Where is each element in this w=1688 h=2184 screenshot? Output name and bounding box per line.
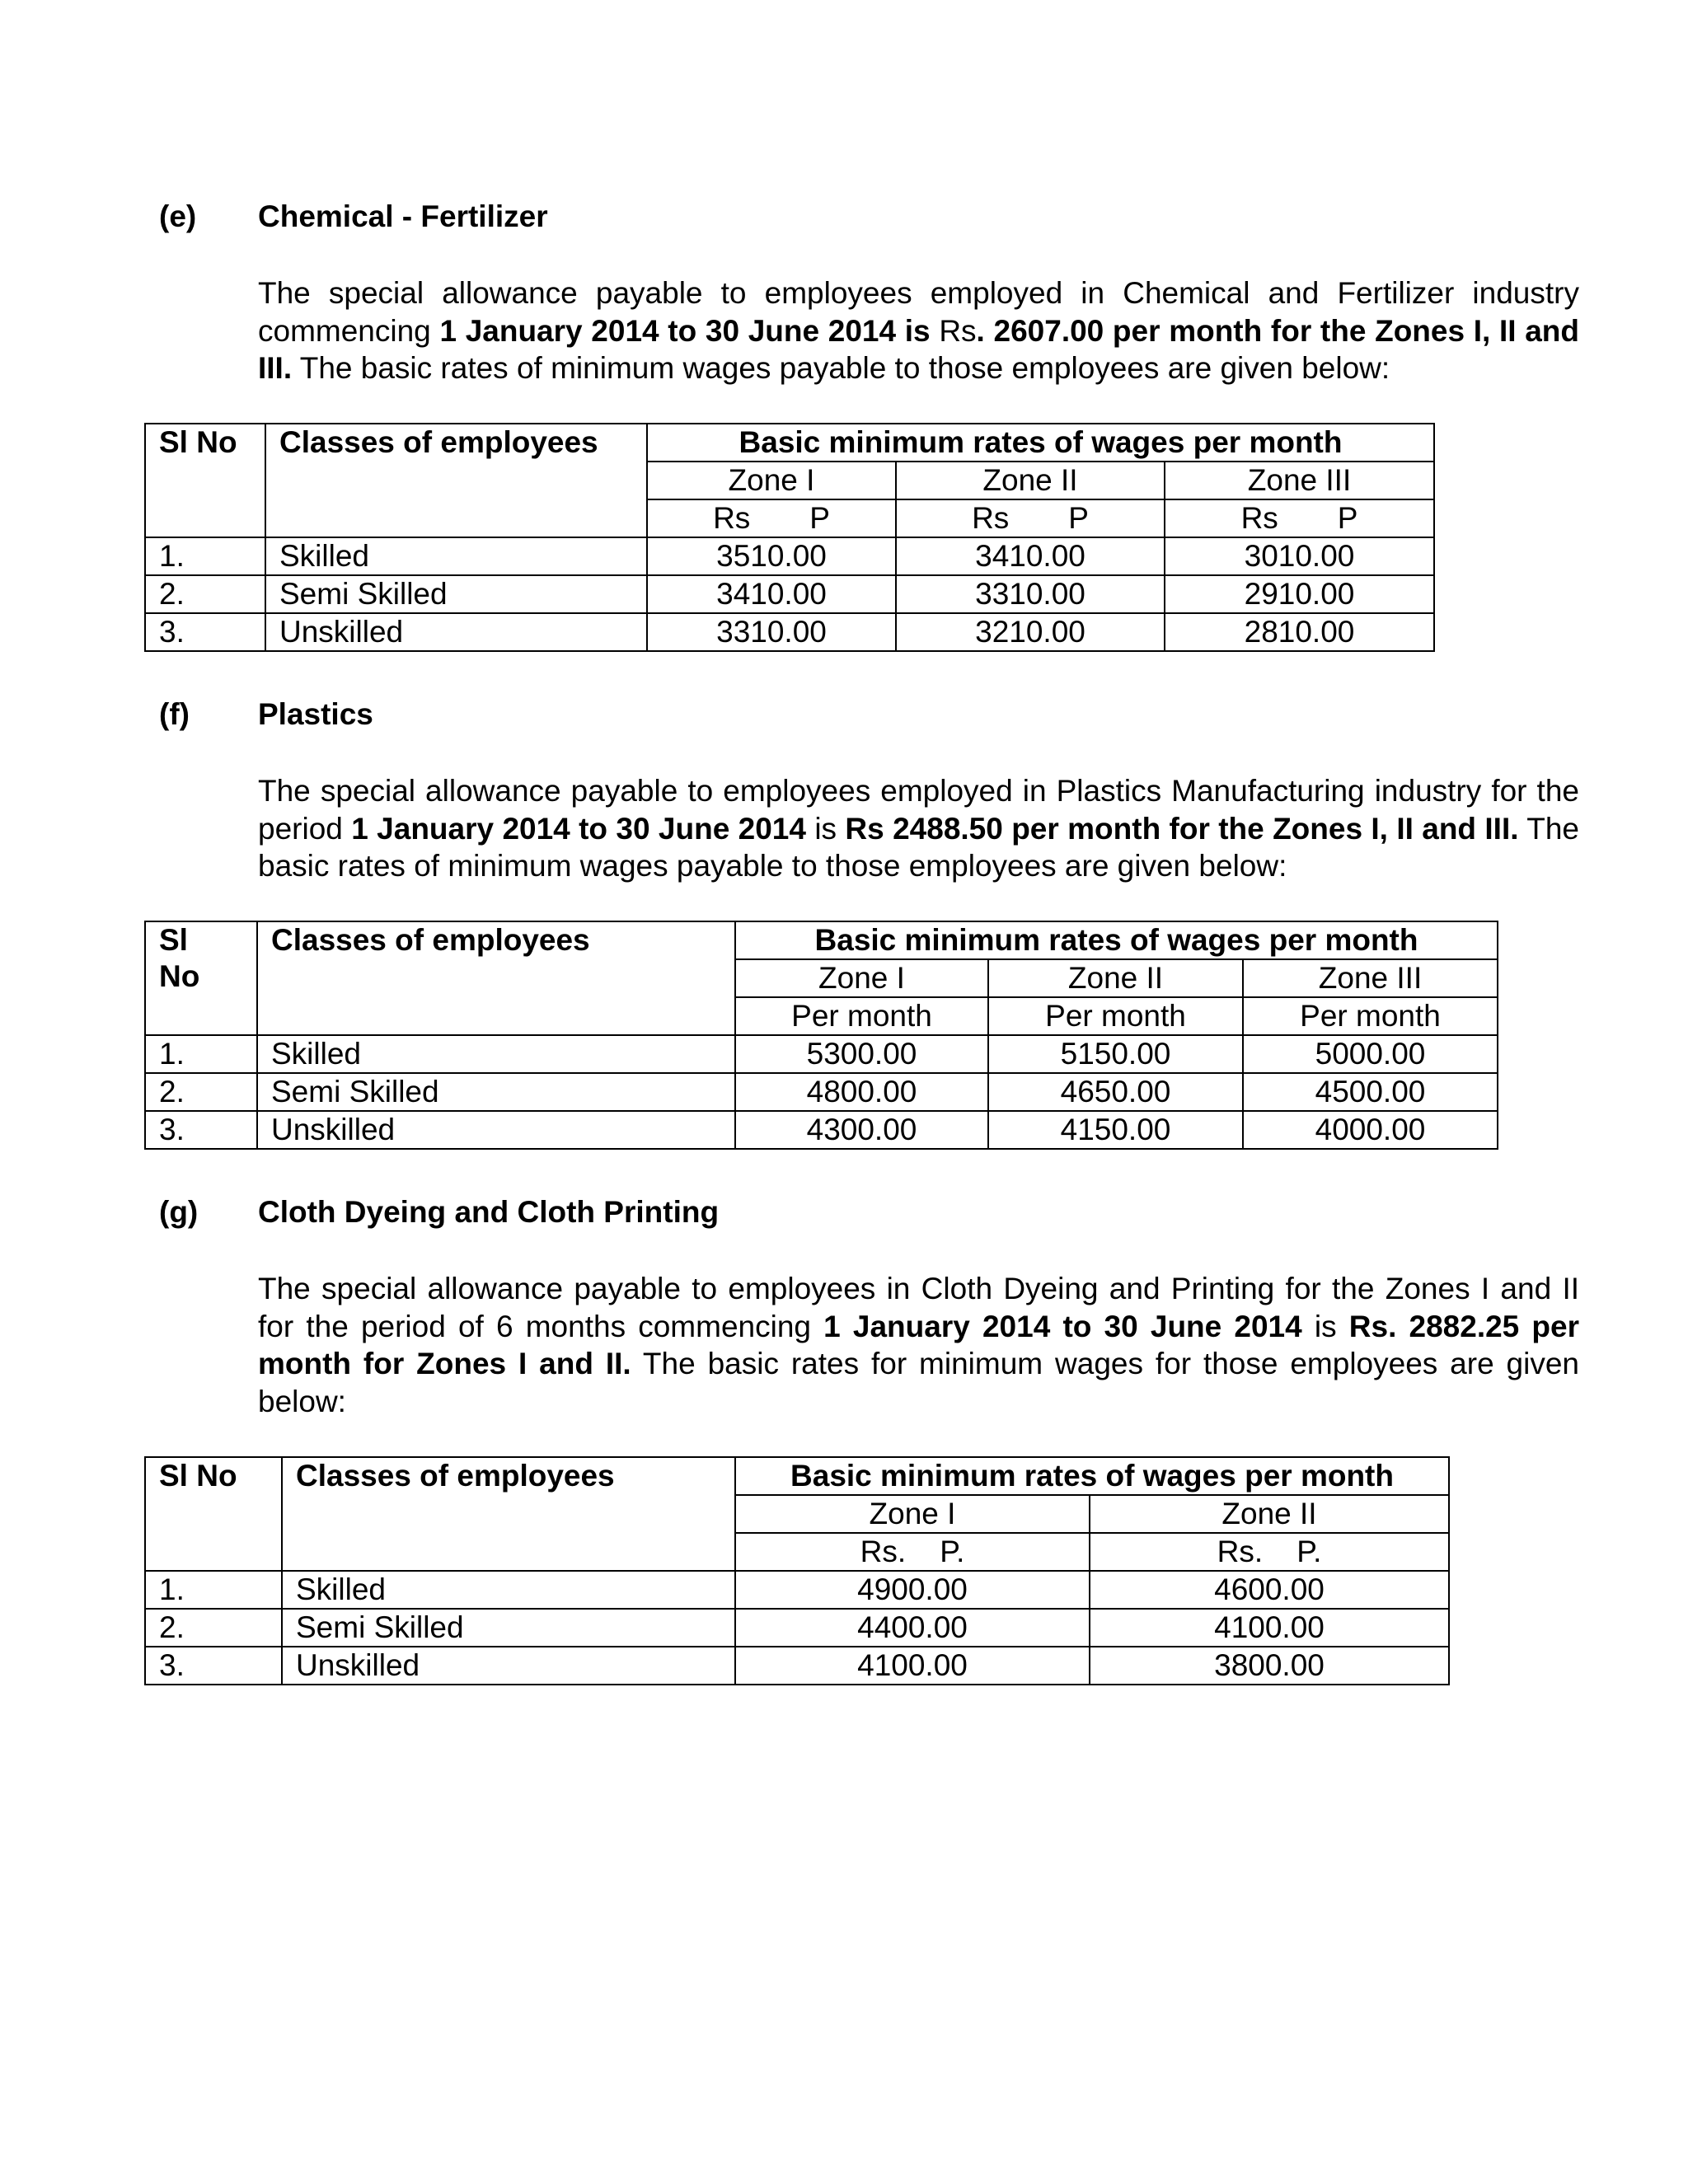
section-e-paragraph — [258, 274, 1579, 387]
section-g-paragraph — [258, 1270, 1579, 1420]
row-sl: 3. — [145, 613, 265, 651]
row-class: Semi Skilled — [265, 575, 647, 613]
table-row — [145, 613, 1434, 651]
table-row — [145, 1609, 1449, 1647]
row-value: 4800.00 — [735, 1073, 988, 1111]
section-f-wage-table — [144, 921, 1498, 1150]
row-value: 3800.00 — [1090, 1647, 1449, 1685]
row-value: 3310.00 — [896, 575, 1165, 613]
row-value: 3510.00 — [647, 537, 896, 575]
para-text: The basic rates for minimum wages for those employees are given below: — [258, 1347, 1579, 1418]
table-row — [145, 1035, 1498, 1073]
unit-label: Per month — [735, 997, 988, 1035]
row-value: 4400.00 — [735, 1609, 1090, 1647]
section-f-paragraph — [258, 772, 1579, 885]
row-value: 5000.00 — [1243, 1035, 1498, 1073]
para-bold: Rs. 2882.25 per month for Zones I and II. — [258, 1309, 1579, 1380]
row-value: 4650.00 — [988, 1073, 1243, 1111]
row-sl: 1. — [145, 1571, 282, 1609]
unit-label: Rs P — [896, 499, 1165, 537]
row-value: 5300.00 — [735, 1035, 988, 1073]
row-sl: 3. — [145, 1647, 282, 1685]
header-classes: Classes of employees — [265, 424, 647, 537]
row-value: 5150.00 — [988, 1035, 1243, 1073]
row-value: 4600.00 — [1090, 1571, 1449, 1609]
para-text: The special allowance payable to employees employed in Chemical and Fertilizer industry commencing — [258, 276, 1579, 348]
table-row — [145, 1647, 1449, 1685]
row-value: 2910.00 — [1165, 575, 1434, 613]
para-text: is — [1301, 1309, 1349, 1343]
para-bold: 1 January 2014 to 30 June 2014 — [823, 1309, 1302, 1343]
header-classes: Classes of employees — [257, 921, 735, 1035]
header-zone-3: Zone III — [1165, 462, 1434, 499]
para-text: The special allowance payable to employees in Cloth Dyeing and Printing for the Zones I and II for the period of 6 months commencing — [258, 1272, 1579, 1343]
para-bold: 1 January 2014 to 30 June 2014 — [351, 811, 806, 846]
row-sl: 1. — [145, 1035, 257, 1073]
header-zone-1: Zone I — [735, 1495, 1090, 1533]
header-zone-2: Zone II — [896, 462, 1165, 499]
section-f-marker: (f) — [159, 697, 190, 731]
section-e-marker: (e) — [159, 199, 197, 233]
header-sl-no: Sl No — [145, 1457, 282, 1571]
para-bold: . 2607.00 per month for the Zones I, II and III. — [258, 313, 1579, 385]
unit-label: Per month — [988, 997, 1243, 1035]
unit-label: Rs. P. — [735, 1533, 1090, 1571]
row-value: 3410.00 — [896, 537, 1165, 575]
header-zone-1: Zone I — [735, 959, 988, 997]
section-e-title: Chemical - Fertilizer — [258, 199, 548, 233]
section-e-wage-table — [144, 423, 1435, 652]
header-zone-1: Zone I — [647, 462, 896, 499]
para-text: The basic rates of minimum wages payable to those employees are given below: — [258, 811, 1579, 883]
section-g-wage-table — [144, 1456, 1450, 1685]
table-row — [145, 1111, 1498, 1149]
para-text: Rs — [939, 313, 977, 348]
section-g-title: Cloth Dyeing and Cloth Printing — [258, 1195, 720, 1229]
header-no-line: No — [159, 959, 200, 993]
row-value: 4900.00 — [735, 1571, 1090, 1609]
row-value: 3210.00 — [896, 613, 1165, 651]
para-text: is — [805, 811, 846, 846]
section-g-marker: (g) — [159, 1195, 199, 1229]
row-class: Skilled — [257, 1035, 735, 1073]
header-basic-rates: Basic minimum rates of wages per month — [735, 921, 1498, 959]
unit-label: Rs P — [647, 499, 896, 537]
para-bold: 1 January 2014 to 30 June 2014 is — [439, 313, 940, 348]
table-header-row — [145, 921, 1498, 959]
row-class: Skilled — [265, 537, 647, 575]
row-value: 4150.00 — [988, 1111, 1243, 1149]
row-value: 4000.00 — [1243, 1111, 1498, 1149]
table-header-row — [145, 1457, 1449, 1495]
para-text: The basic rates of minimum wages payable to those employees are given below: — [292, 351, 1390, 385]
header-basic-rates: Basic minimum rates of wages per month — [735, 1457, 1449, 1495]
header-zone-3: Zone III — [1243, 959, 1498, 997]
row-class: Unskilled — [257, 1111, 735, 1149]
row-sl: 3. — [145, 1111, 257, 1149]
row-class: Semi Skilled — [257, 1073, 735, 1111]
row-value: 4100.00 — [735, 1647, 1090, 1685]
table-row — [145, 537, 1434, 575]
unit-label: Rs P — [1165, 499, 1434, 537]
header-sl-no — [145, 921, 257, 1035]
header-sl-line: Sl — [159, 923, 188, 957]
table-row — [145, 575, 1434, 613]
row-value: 3310.00 — [647, 613, 896, 651]
row-sl: 1. — [145, 537, 265, 575]
para-text: The special allowance payable to employees employed in Plastics Manufacturing industry for the period — [258, 774, 1579, 846]
row-value: 4100.00 — [1090, 1609, 1449, 1647]
header-sl-no: Sl No — [145, 424, 265, 537]
header-basic-rates: Basic minimum rates of wages per month — [647, 424, 1434, 462]
header-zone-2: Zone II — [1090, 1495, 1449, 1533]
row-value: 3410.00 — [647, 575, 896, 613]
row-class: Skilled — [282, 1571, 735, 1609]
row-value: 4500.00 — [1243, 1073, 1498, 1111]
unit-label: Per month — [1243, 997, 1498, 1035]
para-bold: Rs 2488.50 per month for the Zones I, II and III. — [845, 811, 1519, 846]
row-class: Unskilled — [282, 1647, 735, 1685]
unit-label: Rs. P. — [1090, 1533, 1449, 1571]
header-zone-2: Zone II — [988, 959, 1243, 997]
header-classes: Classes of employees — [282, 1457, 735, 1571]
row-sl: 2. — [145, 575, 265, 613]
row-sl: 2. — [145, 1073, 257, 1111]
table-row — [145, 1073, 1498, 1111]
table-header-row — [145, 424, 1434, 462]
row-class: Semi Skilled — [282, 1609, 735, 1647]
row-sl: 2. — [145, 1609, 282, 1647]
row-value: 3010.00 — [1165, 537, 1434, 575]
row-value: 2810.00 — [1165, 613, 1434, 651]
section-f-title: Plastics — [258, 697, 373, 731]
row-value: 4300.00 — [735, 1111, 988, 1149]
row-class: Unskilled — [265, 613, 647, 651]
table-row — [145, 1571, 1449, 1609]
